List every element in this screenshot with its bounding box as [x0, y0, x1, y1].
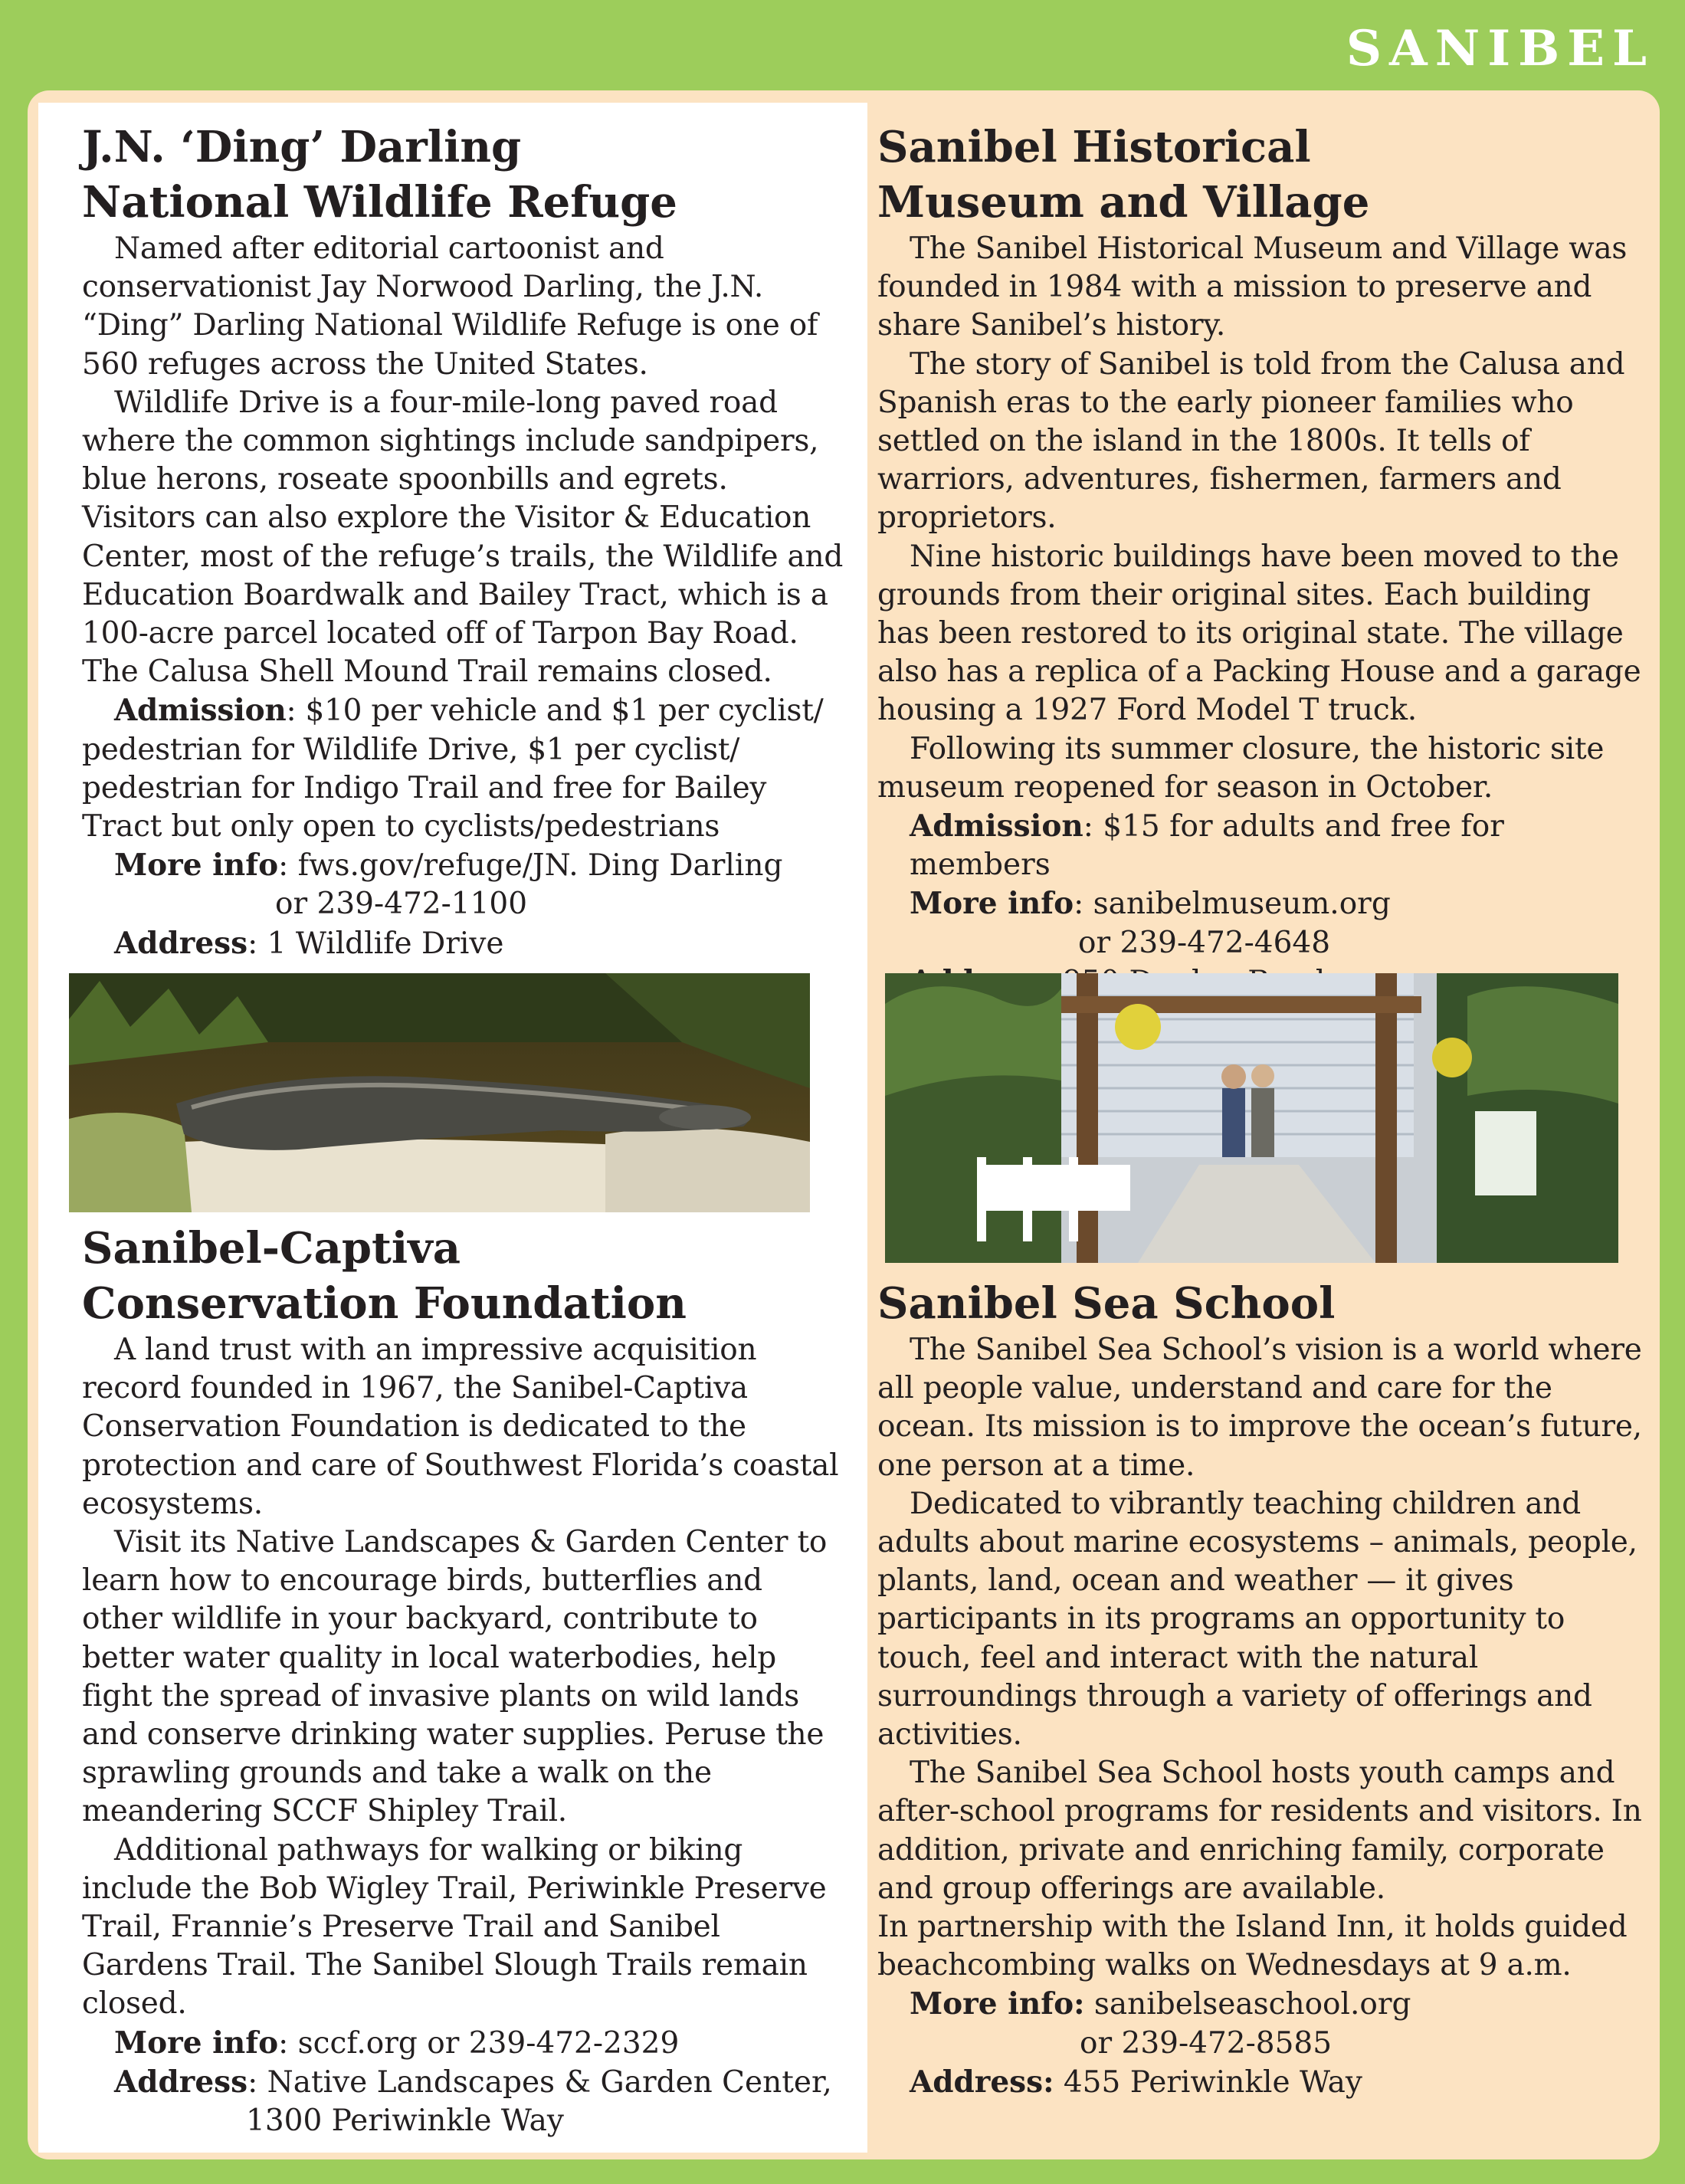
sccf-paragraph-1: A land trust with an impressive acquisition record founded in 1967, the Sanibel-Captiva Conservation Foundation is dedicated to the protection and care of Southwest Florida’s coastal ecosystems. [82, 1333, 839, 1521]
historic-village-photo [885, 973, 1618, 1263]
museum-paragraph-2: The story of Sanibel is told from the Calusa and Spanish eras to the early pioneer families who settled on the island in the 1800s. It tells of warriors, adventures, fishermen, farmers and proprietors. [877, 346, 1625, 536]
sea-school-paragraph-4: In partnership with the Island Inn, it holds guided beachcombing walks on Wednesdays at 9 a.m. [877, 1910, 1628, 1983]
sea-school-address: Address: 455 Periwinkle Way [910, 2064, 1362, 2100]
sea-school-paragraph-3: The Sanibel Sea School hosts youth camps and after-school programs for residents and visitors. In addition, private and enriching family, corporate and group offerings are available. [877, 1756, 1642, 1906]
sccf-more-info: More info: sccf.org or 239-472-2329 [114, 2025, 680, 2061]
ding-paragraph-1: Named after editorial cartoonist and conservationist Jay Norwood Darling, the J.N. “Ding” Darling National Wildlife Refuge is one of 560 refuges across the United States. [82, 231, 818, 382]
museum-title: Sanibel Historical Museum and Village [877, 122, 1370, 228]
sccf-title: Sanibel-Captiva Conservation Foundation [82, 1223, 687, 1329]
museum-paragraph-4: Following its summer closure, the historic site museum reopened for season in October. [877, 731, 1605, 805]
ding-darling-article [82, 120, 848, 963]
sccf-paragraph-2: Visit its Native Landscapes & Garden Center to learn how to encourage birds, butterflies and other wildlife in your backyard, contribute to better water quality in local waterbodies, help fight the spread of invasive plants on wild lands and conserve drinking water supplies. Peruse the sprawling grounds and take a walk on the meandering SCCF Shipley Trail. [82, 1525, 828, 1829]
museum-paragraph-1: The Sanibel Historical Museum and Village was founded in 1984 with a mission to preserve and share Sanibel’s history. [877, 231, 1628, 343]
sccf-address: Address: Native Landscapes & Garden Center, 1300 Periwinkle Way [114, 2064, 832, 2139]
museum-admission: Admission: $15 for adults and free for members [910, 808, 1504, 883]
museum-paragraph-3: Nine historic buildings have been moved to the grounds from their original sites. Each building has been restored to its original state. The village also has a replica of a Packing House and a garage housing a 1927 Ford Model T truck. [877, 539, 1641, 728]
museum-more-info: More info: sanibelmuseum.org or 239-472-4648 [910, 886, 1391, 960]
sea-school-paragraph-1: The Sanibel Sea School’s vision is a world where all people value, understand and care for the ocean. Its mission is to improve the ocean’s future, one person at a time. [877, 1333, 1642, 1483]
sea-school-title: Sanibel Sea School [877, 1278, 1336, 1329]
ding-darling-title: J.N. ‘Ding’ Darling National Wildlife Refuge [82, 122, 677, 228]
sea-school-more-info: More info: sanibelseaschool.org or 239-472-8585 [910, 1986, 1411, 2061]
content-panel [28, 90, 1660, 2159]
sea-school-paragraph-2: Dedicated to vibrantly teaching children and adults about marine ecosystems – animals, people, plants, land, ocean and weather — it gives participants in its programs an opportunity to touch, feel and interact with the natural surroundings through a variety of offerings and activities. [877, 1486, 1637, 1753]
sccf-article [82, 1221, 848, 2140]
section-label: SANIBEL [1346, 20, 1654, 77]
ding-more-info: More info: fws.gov/refuge/JN. Ding Darling or 239-472-1100 [114, 848, 783, 922]
sea-school-article [877, 1276, 1644, 2102]
museum-article [877, 120, 1644, 1002]
ding-admission: Admission: $10 per vehicle and $1 per cyclist/ pedestrian for Wildlife Drive, $1 per cyclist/ pedestrian for Indigo Trail and free for Bailey Tract but only open to cyclists/pedestrians [82, 693, 824, 844]
sccf-paragraph-3: Additional pathways for walking or biking include the Bob Wigley Trail, Periwinkle Preserve Trail, Frannie’s Preserve Trail and Sanibel Gardens Trail. The Sanibel Slough Trails remain closed. [82, 1832, 827, 2022]
ding-address: Address: 1 Wildlife Drive [114, 925, 504, 961]
alligator-photo [69, 973, 810, 1212]
ding-paragraph-2: Wildlife Drive is a four-mile-long paved road where the common sightings include sandpipers, blue herons, roseate spoonbills and egrets. Visitors can also explore the Visitor & Education Center, most of the refuge’s trails, the Wildlife and Education Boardwalk and Bailey Tract, which is a 100-acre parcel located off of Tarpon Bay Road. The Calusa Shell Mound Trail remains closed. [82, 385, 844, 690]
